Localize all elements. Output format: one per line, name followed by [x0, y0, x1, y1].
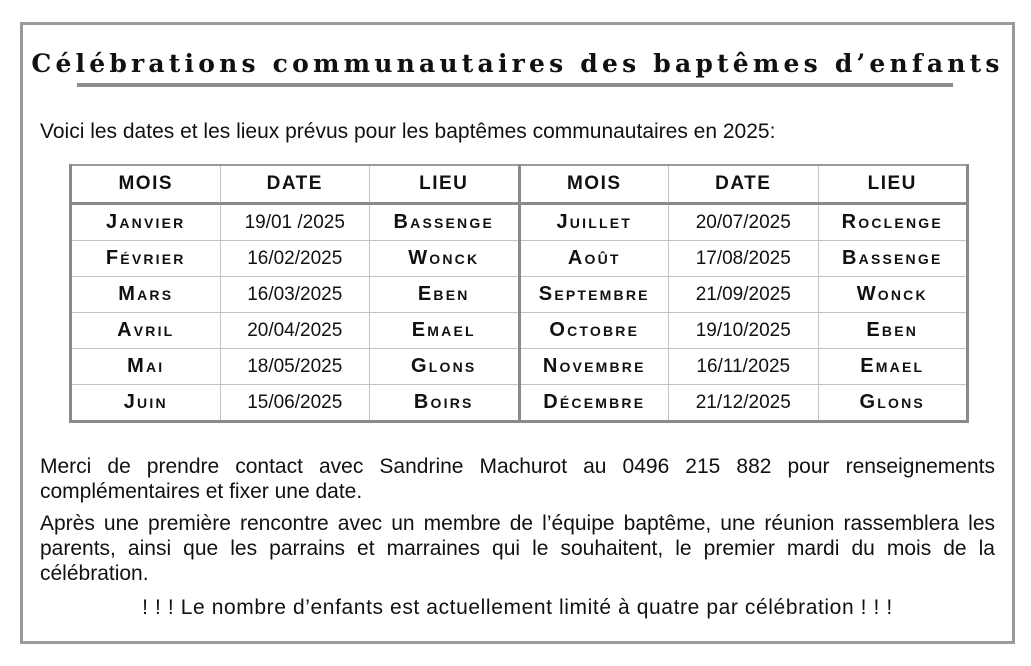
place-cell: Eben: [818, 313, 968, 349]
date-cell: 21/12/2025: [669, 385, 819, 422]
date-cell: 21/09/2025: [669, 277, 819, 313]
date-cell: 16/11/2025: [669, 349, 819, 385]
contact-paragraph: Merci de prendre contact avec Sandrine Machurot au 0496 215 882 pour renseignements complémentaires et fixer une date.: [40, 455, 995, 503]
date-cell: 16/02/2025: [220, 241, 370, 277]
place-cell: Bassenge: [370, 204, 520, 241]
date-cell: 15/06/2025: [220, 385, 370, 422]
month-cell: Juin: [71, 385, 221, 422]
place-cell: Wonck: [370, 241, 520, 277]
table-row: [71, 241, 968, 277]
header-place: LIEU: [370, 165, 520, 204]
month-cell: Décembre: [519, 385, 669, 422]
date-cell: 17/08/2025: [669, 241, 819, 277]
table-row: [71, 385, 968, 422]
date-cell: 20/04/2025: [220, 313, 370, 349]
date-cell: 16/03/2025: [220, 277, 370, 313]
notice-frame: [20, 22, 1015, 644]
limit-warning: ! ! ! Le nombre d’enfants est actuellement limité à quatre par célébration ! ! !: [142, 596, 893, 619]
month-cell: Octobre: [519, 313, 669, 349]
place-cell: Roclenge: [818, 204, 968, 241]
header-date: DATE: [669, 165, 819, 204]
header-date: DATE: [220, 165, 370, 204]
place-cell: Glons: [370, 349, 520, 385]
date-cell: 19/01 /2025: [220, 204, 370, 241]
month-cell: Mai: [71, 349, 221, 385]
place-cell: Emael: [818, 349, 968, 385]
month-cell: Août: [519, 241, 669, 277]
place-cell: Wonck: [818, 277, 968, 313]
date-cell: 18/05/2025: [220, 349, 370, 385]
page-title: Célébrations communautaires des baptêmes d’enfants: [31, 49, 1004, 78]
header-place: LIEU: [818, 165, 968, 204]
month-cell: Juillet: [519, 204, 669, 241]
date-cell: 20/07/2025: [669, 204, 819, 241]
table-row: [71, 204, 968, 241]
month-cell: Février: [71, 241, 221, 277]
place-cell: Emael: [370, 313, 520, 349]
table-row: [71, 277, 968, 313]
month-cell: Mars: [71, 277, 221, 313]
header-month: MOIS: [71, 165, 221, 204]
month-cell: Septembre: [519, 277, 669, 313]
place-cell: Bassenge: [818, 241, 968, 277]
baptism-schedule-table: [69, 164, 969, 423]
intro-text: Voici les dates et les lieux prévus pour les baptêmes communautaires en 2025:: [40, 120, 776, 143]
title-underline: [77, 83, 953, 87]
table-row: [71, 313, 968, 349]
header-month: MOIS: [519, 165, 669, 204]
meeting-paragraph: Après une première rencontre avec un membre de l’équipe baptême, une réunion rassemblera les parents, ainsi que les parrains et marraines qui le souhaitent, le premier mardi du mois de la célébration.: [40, 512, 995, 585]
place-cell: Boirs: [370, 385, 520, 422]
place-cell: Glons: [818, 385, 968, 422]
table-row: [71, 349, 968, 385]
place-cell: Eben: [370, 277, 520, 313]
month-cell: Novembre: [519, 349, 669, 385]
table-header-row: [71, 165, 968, 204]
month-cell: Janvier: [71, 204, 221, 241]
month-cell: Avril: [71, 313, 221, 349]
date-cell: 19/10/2025: [669, 313, 819, 349]
